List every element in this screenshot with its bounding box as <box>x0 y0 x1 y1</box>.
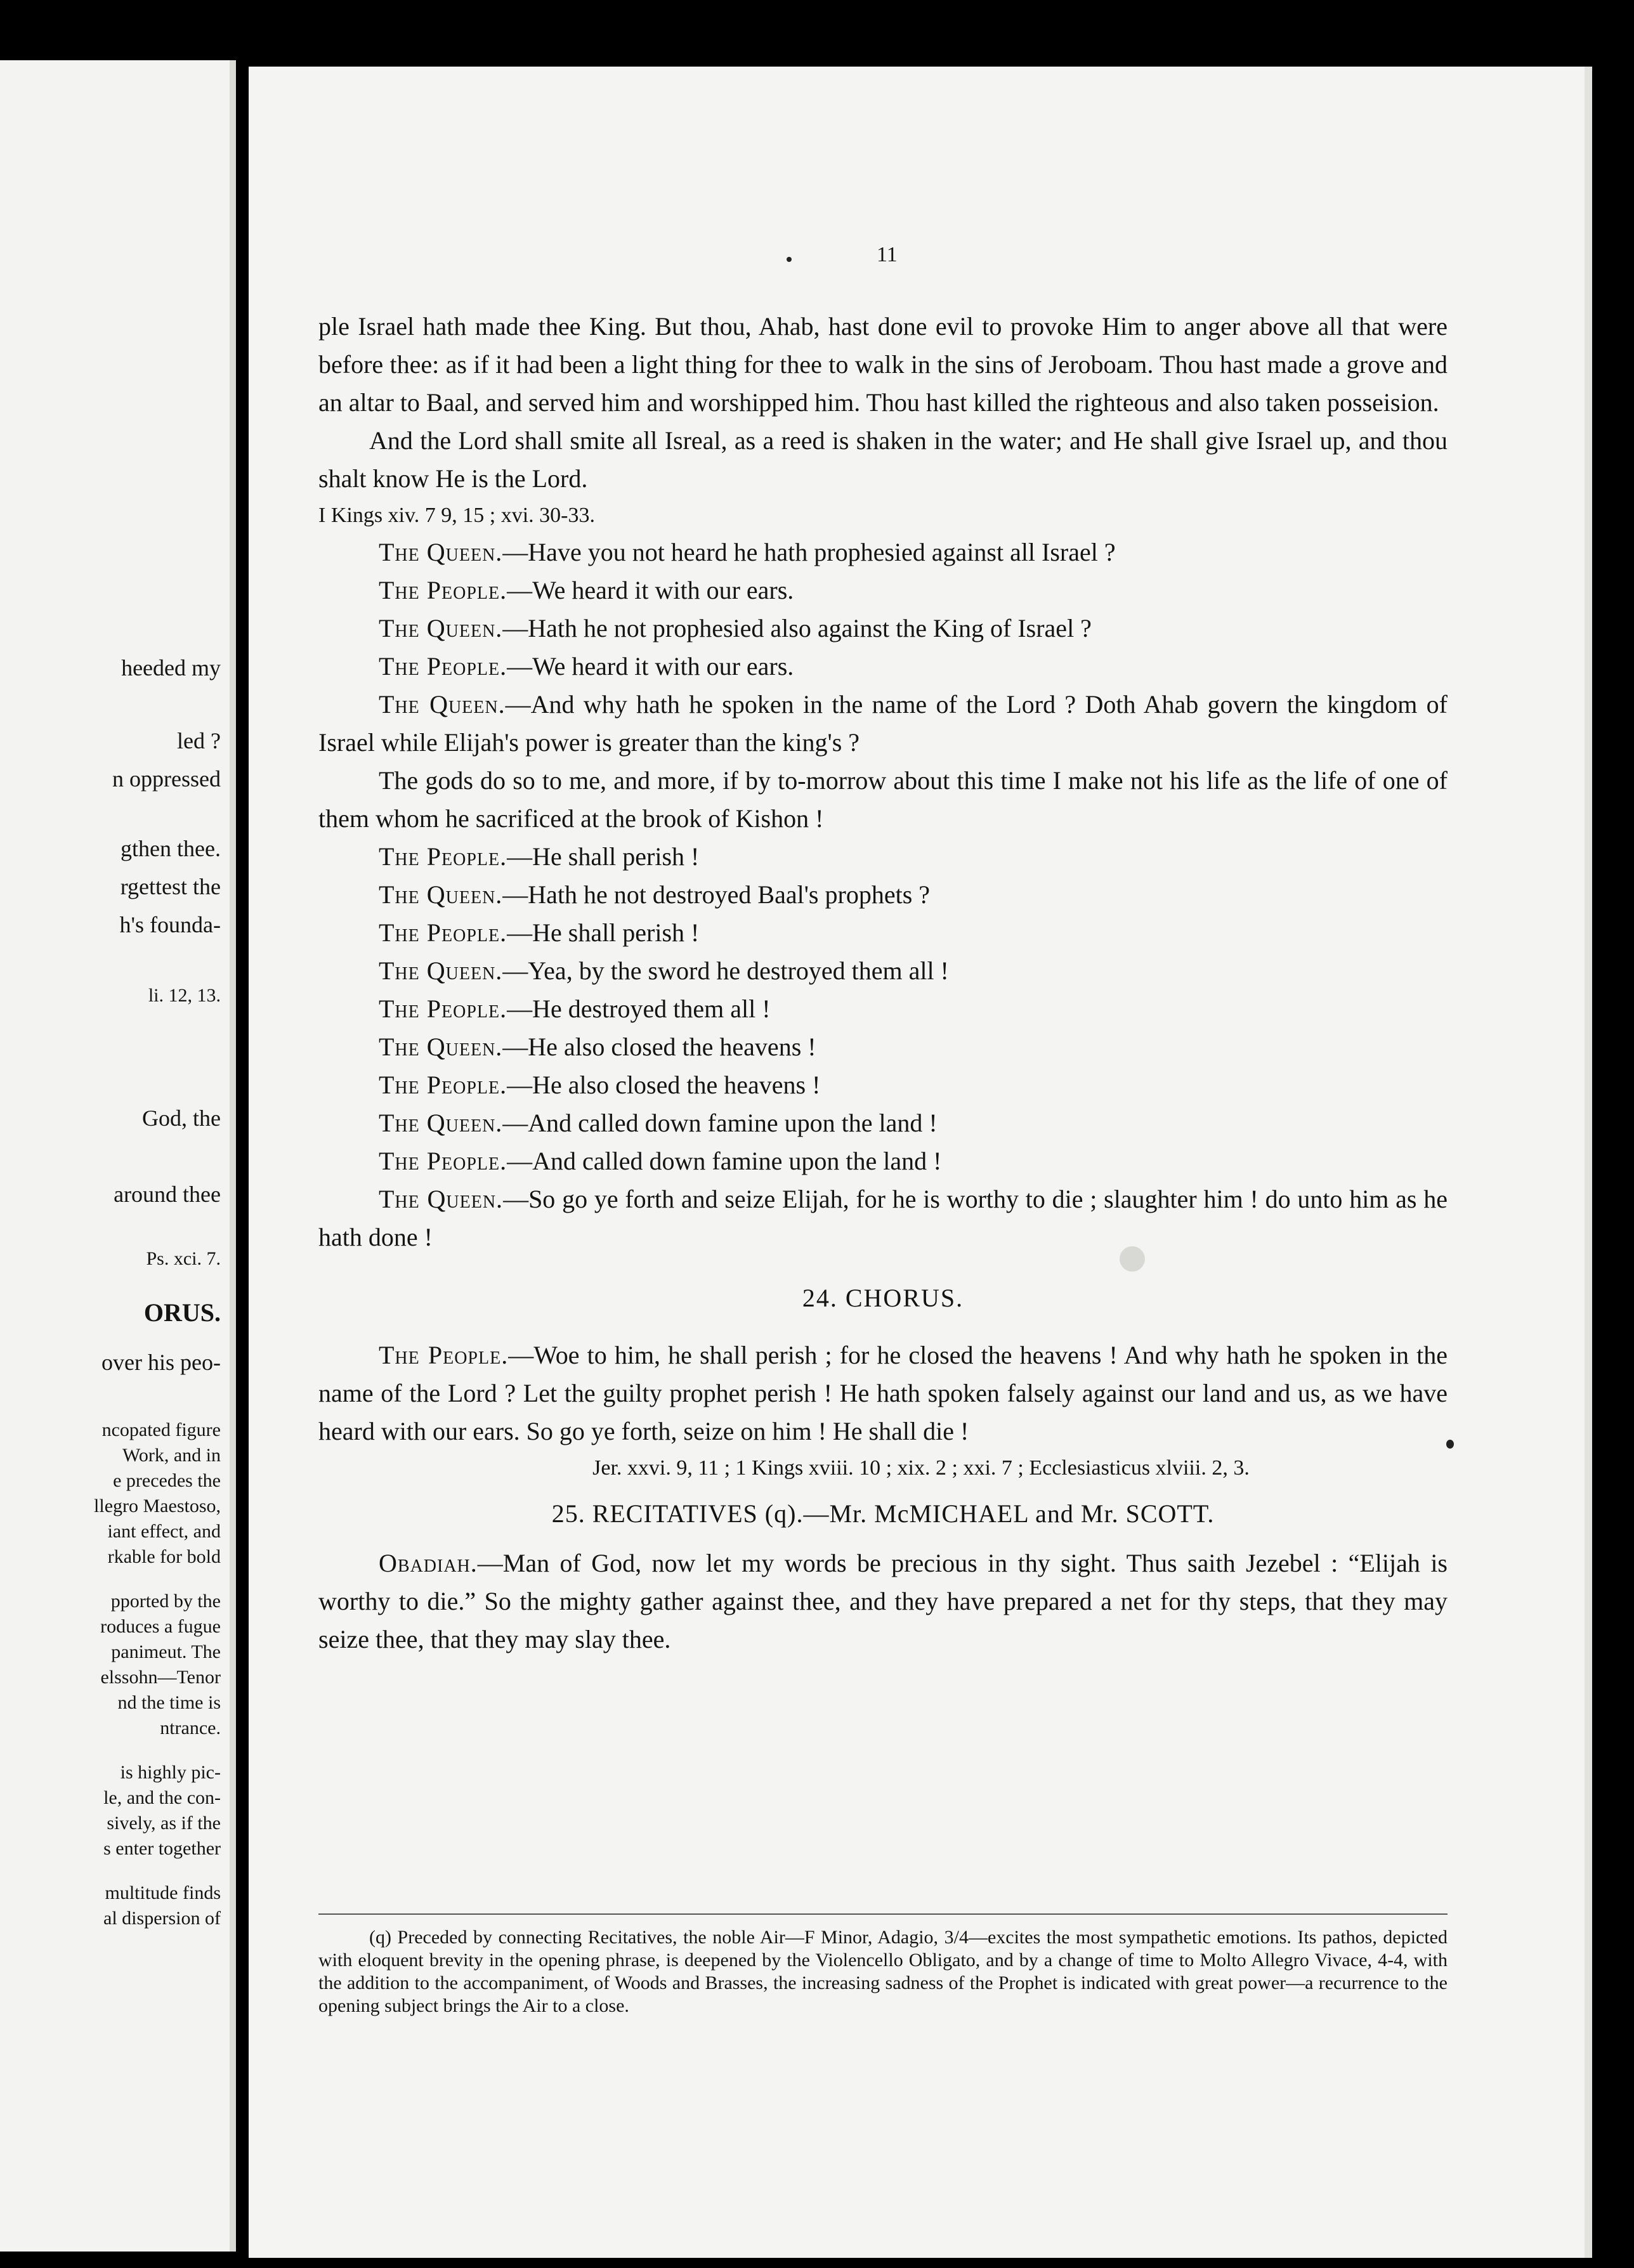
obadiah-paragraph <box>318 1544 1448 1659</box>
speech-text: —Hath he not prophesied also against the King of Israel ? <box>502 614 1092 642</box>
left-page-fragment-line: multitude finds <box>105 1882 221 1903</box>
dialogue-line <box>318 533 1448 571</box>
speech-text: —He also closed the heavens ! <box>502 1033 816 1061</box>
speech-text: —He destroyed them all ! <box>507 994 771 1023</box>
left-page-fragment-line: elssohn—Tenor <box>100 1667 221 1688</box>
footnote <box>318 1926 1448 2017</box>
speaker-label: The People. <box>379 994 507 1023</box>
speaker-label: The People. <box>379 576 507 604</box>
page-body <box>318 308 1448 1659</box>
left-page-fragment-line: Ps. xci. 7. <box>146 1248 221 1269</box>
speech-text: —Have you not heard he hath prophesied against all Israel ? <box>502 538 1116 566</box>
speaker-label: The People. <box>379 652 507 681</box>
dialogue-line <box>318 990 1448 1028</box>
speaker-label: The Queen. <box>379 690 506 719</box>
speaker-label: The Queen. <box>379 880 503 909</box>
dialogue-line <box>318 648 1448 686</box>
speaker-label: The People. <box>379 1147 507 1175</box>
left-page-fragment-line: ntrance. <box>160 1717 221 1738</box>
left-page-fragment-line: le, and the con- <box>103 1787 221 1808</box>
ink-speck <box>787 257 792 262</box>
left-page-fragment-line: heeded my <box>121 655 221 681</box>
left-page-fragment-line: sively, as if the <box>107 1813 221 1834</box>
left-page-fragment-line: llegro Maestoso, <box>94 1496 221 1516</box>
footnote-text: (q) Preceded by connecting Recitatives, the noble Air—F Minor, Adagio, 3/4—excites the most sympathetic emotions. Its pathos, depicted with eloquent brevity in the opening phrase, is deepened by the Violencello Obligato, and by a change of time to Molto Allegro Vivace, 4-4, with the addition to the accompaniment, of Woods and Brasses, the increasing sadness of the Prophet is indicated with great power—a recurrence to the opening subject brings the Air to a close. <box>318 1927 1448 2016</box>
left-page-fragment-line: li. 12, 13. <box>148 985 221 1006</box>
speaker-label: Obadiah. <box>379 1549 478 1577</box>
speaker-label: The Queen. <box>379 1033 503 1061</box>
left-page-fragment-line: panimeut. The <box>111 1641 221 1662</box>
page-number: 11 <box>877 243 898 266</box>
scripture-reference: I Kings xiv. 7 9, 15 ; xvi. 30-33. <box>318 504 596 527</box>
prophecy-paragraph: And the Lord shall smite all Isreal, as a reed is shaken in the water; and He shall give Israel up, and thou shalt know He is the Lord. <box>318 426 1448 493</box>
speech-text: —He shall perish ! <box>507 842 700 871</box>
speaker-label: The People. <box>379 1071 507 1099</box>
dialogue-line <box>318 1180 1448 1256</box>
speaker-label: The People. <box>379 918 507 947</box>
speaker-label: The People. <box>379 842 507 871</box>
left-page-fragment-line: ncopated figure <box>101 1419 221 1440</box>
footnote-rule <box>318 1913 1448 1915</box>
speech-text: —We heard it with our ears. <box>507 652 794 681</box>
left-page-fragment-line: is highly pic- <box>120 1762 221 1783</box>
dialogue-line <box>318 686 1448 762</box>
dialogue-block <box>318 533 1448 762</box>
dialogue-line <box>318 1066 1448 1104</box>
dialogue-line <box>318 1028 1448 1066</box>
chorus-heading: 24. CHORUS. <box>802 1284 964 1312</box>
main-page <box>249 67 1592 2258</box>
speech-text: —He also closed the heavens ! <box>507 1071 821 1099</box>
dialogue-line <box>318 609 1448 648</box>
speech-text: —He shall perish ! <box>507 918 700 947</box>
dialogue-line <box>318 571 1448 609</box>
dialogue-line <box>318 952 1448 990</box>
recitatives-heading: 25. RECITATIVES (q).—Mr. McMICHAEL and Mr. SCOTT. <box>551 1499 1215 1528</box>
speaker-label: The Queen. <box>379 1109 503 1137</box>
left-page-fragment-line: gthen thee. <box>121 836 221 861</box>
speaker-label: The Queen. <box>379 614 503 642</box>
dialogue-block-2 <box>318 838 1448 1256</box>
left-page-fragment-line: roduces a fugue <box>100 1616 221 1637</box>
speech-text: —And called down famine upon the land ! <box>507 1147 942 1175</box>
speaker-label: The Queen. <box>379 1185 504 1213</box>
left-page-fragment-line: pported by the <box>110 1591 221 1612</box>
page-edge <box>1585 67 1592 2258</box>
continuation-paragraph: ple Israel hath made thee King. But thou, Ahab, hast done evil to provoke Him to anger above all that were before thee: as if it had been a light thing for thee to walk in the sins of Jeroboam. Thou hast made a grove and an altar to Baal, and served him and worshipped him. Thou hast killed the righteous and also taken posseision. <box>318 312 1448 417</box>
left-page-fragment-line: nd the time is <box>117 1692 221 1713</box>
chorus-paragraph <box>318 1336 1448 1450</box>
dialogue-line <box>318 1104 1448 1142</box>
left-page-fragment-line: ORUS. <box>143 1298 221 1327</box>
dialogue-line <box>318 838 1448 876</box>
left-page-fragment-line: s enter together <box>103 1838 221 1859</box>
left-page-fragment-line: al dispersion of <box>103 1908 221 1929</box>
left-page-fragment-line: e precedes the <box>113 1470 221 1491</box>
left-page-fragment-line: led ? <box>177 728 221 753</box>
dialogue-line <box>318 1142 1448 1180</box>
speech-text: —Man of God, now let my words be precious in thy sight. Thus saith Jezebel : “Elijah is worthy to die.” So the mighty gather against thee, and they have prepared a net for thy steps, that they may seize thee, that they may slay thee. <box>318 1549 1448 1653</box>
ink-speck <box>1446 1440 1454 1449</box>
left-page-fragment-line: over his peo- <box>101 1350 221 1375</box>
left-page-fragment-line: rgettest the <box>120 874 221 899</box>
left-page-fragment-line: h's founda- <box>119 912 221 937</box>
left-page-fragment-line: iant effect, and <box>107 1521 221 1542</box>
speaker-label: The People. <box>379 1341 509 1369</box>
left-page-fragment-line: Work, and in <box>122 1445 221 1466</box>
ink-speck <box>1120 1246 1145 1272</box>
left-page-fragment-line: around thee <box>114 1182 221 1207</box>
speech-text: —So go ye forth and seize Elijah, for he is worthy to die ; slaughter him ! do unto him as he hath done ! <box>318 1185 1448 1251</box>
left-page-fragment-line: God, the <box>142 1105 221 1131</box>
left-page-fragment-line: rkable for bold <box>107 1546 221 1567</box>
queen-oath-paragraph: The gods do so to me, and more, if by to-morrow about this time I make not his life as the life of one of them whom he sacrificed at the brook of Kishon ! <box>318 766 1448 833</box>
left-page-fragment <box>0 60 236 2252</box>
speech-text: —And called down famine upon the land ! <box>502 1109 938 1137</box>
speech-text: —Woe to him, he shall perish ; for he closed the heavens ! And why hath he spoken in the name of the Lord ? Let the guilty prophet perish ! He hath spoken falsely against our land and us, as we have heard with our ears. So go ye forth, seize on him ! He shall die ! <box>318 1341 1448 1445</box>
speaker-label: The Queen. <box>379 956 503 985</box>
dialogue-line <box>318 914 1448 952</box>
speech-text: —And why hath he spoken in the name of the Lord ? Doth Ahab govern the kingdom of Israel while Elijah's power is greater than the king's ? <box>318 690 1448 757</box>
speaker-label: The Queen. <box>379 538 503 566</box>
dialogue-line <box>318 876 1448 914</box>
page-gutter <box>230 60 236 2252</box>
speech-text: —We heard it with our ears. <box>507 576 794 604</box>
speech-text: —Yea, by the sword he destroyed them all ! <box>502 956 949 985</box>
speech-text: —Hath he not destroyed Baal's prophets ? <box>502 880 931 909</box>
chorus-reference: Jer. xxvi. 9, 11 ; 1 Kings xviii. 10 ; xix. 2 ; xxi. 7 ; Ecclesiasticus xlviii. 2, 3. <box>592 1456 1250 1480</box>
left-page-fragment-line: n oppressed <box>112 766 221 792</box>
